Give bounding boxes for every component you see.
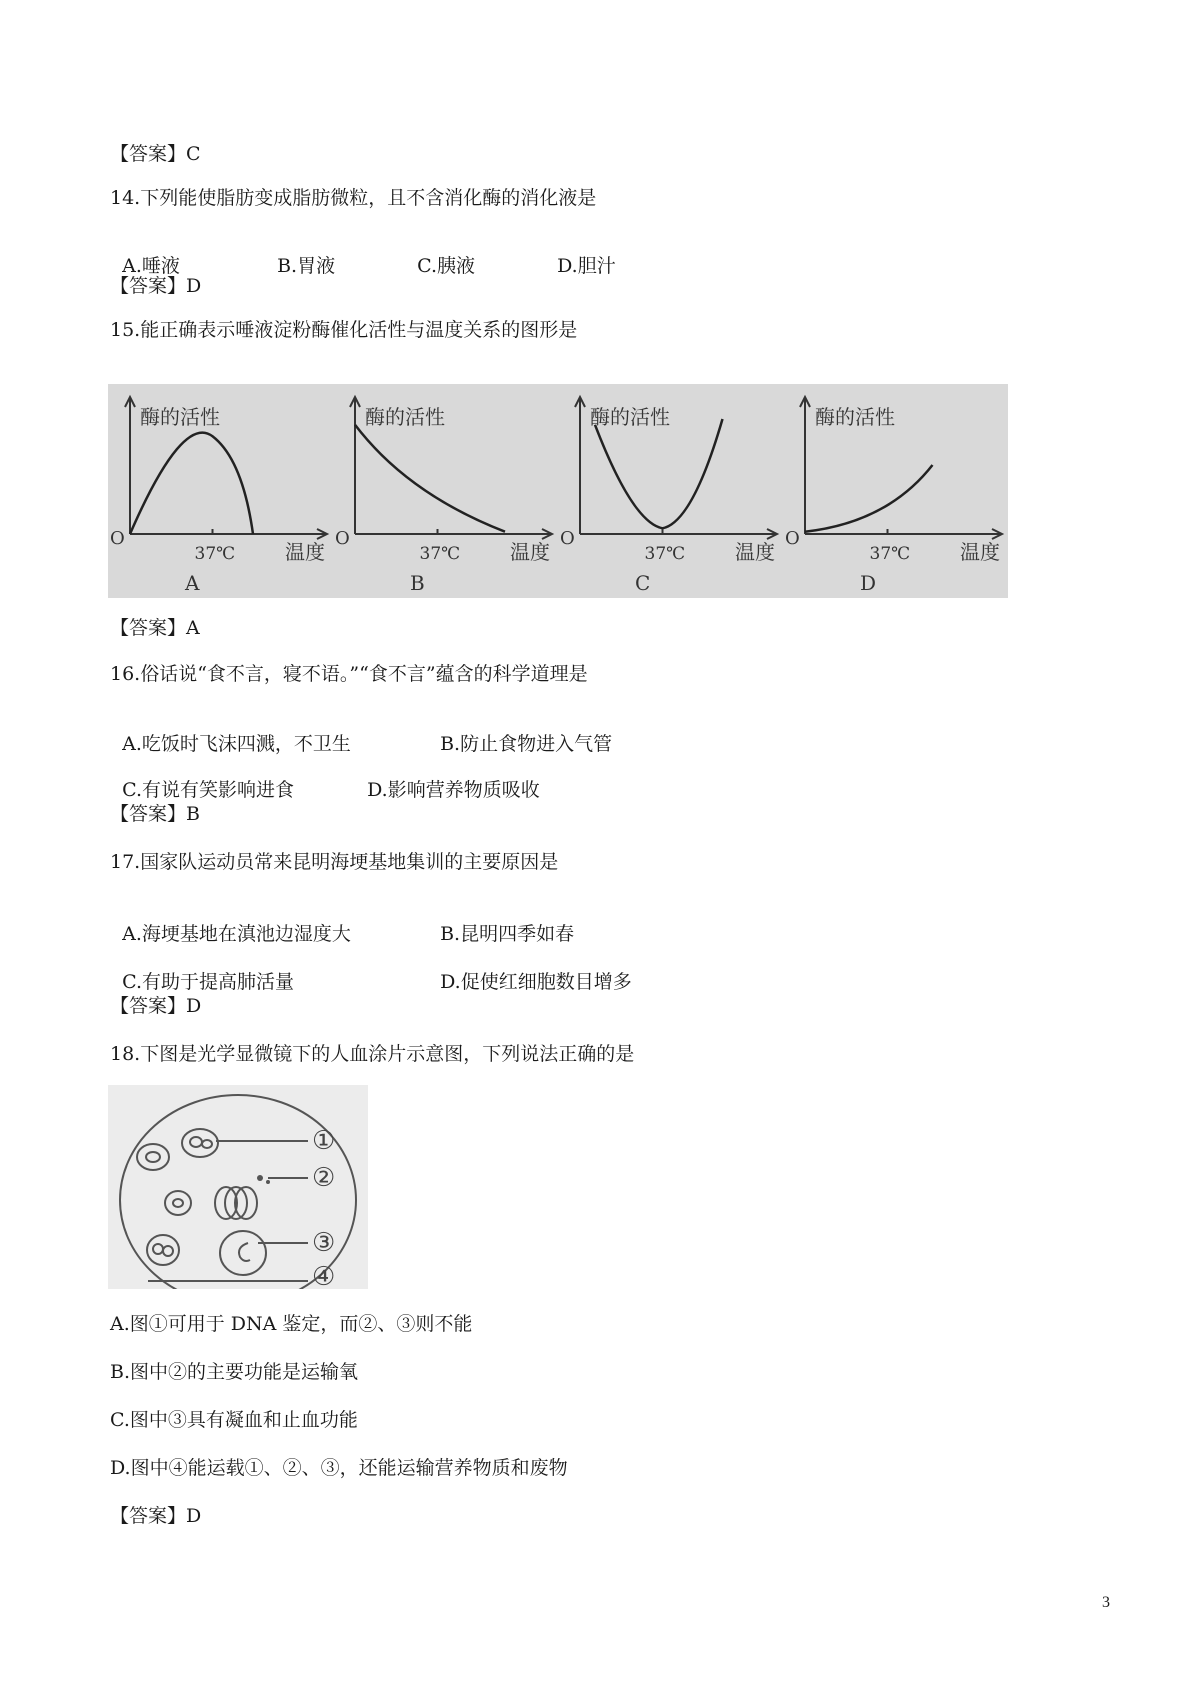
y-axis-label: 酶的活性 — [815, 405, 895, 429]
origin-label: O — [110, 528, 125, 549]
platelet — [257, 1175, 263, 1181]
option-d: D.影响营养物质吸收 — [367, 779, 540, 801]
panel-letter: C — [635, 571, 651, 595]
page-number: 3 — [1102, 1594, 1110, 1611]
question-17-stem: 17.国家队运动员常来昆明海埂基地集训的主要原因是 — [110, 851, 559, 873]
enzyme-activity-figure — [108, 384, 1008, 598]
question-18-option-c: C.图中③具有凝血和止血功能 — [110, 1409, 358, 1431]
tick-label: 37℃ — [869, 544, 911, 564]
tick-label: 37℃ — [194, 544, 236, 564]
origin-label: O — [560, 528, 575, 549]
option-b: B.昆明四季如春 — [440, 923, 575, 945]
question-16-options-row1 — [110, 708, 612, 756]
option-a: A.唾液 — [122, 255, 180, 277]
label-3: ③ — [312, 1228, 336, 1258]
question-18-option-d: D.图中④能运载①、②、③，还能运输营养物质和废物 — [110, 1457, 568, 1479]
option-d: D.促使红细胞数目增多 — [440, 971, 632, 993]
option-a: A.海埂基地在滇池边湿度大 — [122, 923, 351, 945]
answer-14: 【答案】D — [110, 275, 202, 297]
option-b: B.胃液 — [277, 255, 336, 277]
question-17-options-row1 — [110, 898, 574, 946]
label-2: ② — [312, 1163, 336, 1193]
platelet — [266, 1180, 270, 1184]
question-18-stem: 18.下图是光学显微镜下的人血涂片示意图，下列说法正确的是 — [110, 1043, 635, 1065]
origin-label: O — [335, 528, 350, 549]
option-b: B.防止食物进入气管 — [440, 733, 613, 755]
tick-label: 37℃ — [644, 544, 686, 564]
question-14-stem: 14.下列能使脂肪变成脂肪微粒，且不含消化酶的消化液是 — [110, 187, 597, 209]
answer-16: 【答案】B — [110, 803, 200, 825]
question-14-options — [110, 230, 616, 278]
option-c: C.有助于提高肺活量 — [122, 971, 294, 993]
origin-label: O — [785, 528, 800, 549]
answer-17: 【答案】D — [110, 995, 202, 1017]
answer-18: 【答案】D — [110, 1505, 202, 1527]
label-1: ① — [312, 1126, 336, 1156]
y-axis-label: 酶的活性 — [590, 405, 670, 429]
option-d: D.胆汁 — [557, 255, 616, 277]
question-18-option-a: A.图①可用于 DNA 鉴定，而②、③则不能 — [110, 1313, 473, 1335]
x-axis-label: 温度 — [735, 540, 775, 564]
answer-15: 【答案】A — [110, 617, 200, 639]
question-16-stem: 16.俗话说“食不言，寝不语。”“食不言”蕴含的科学道理是 — [110, 663, 588, 685]
panel-letter: A — [185, 571, 200, 595]
panel-letter: D — [860, 571, 877, 595]
option-a: A.吃饭时飞沫四溅，不卫生 — [122, 733, 351, 755]
tick-label: 37℃ — [419, 544, 461, 564]
option-c: C.胰液 — [417, 255, 475, 277]
x-axis-label: 温度 — [960, 540, 1000, 564]
panel-letter: B — [410, 571, 425, 595]
question-17-options-row2 — [110, 946, 632, 994]
option-c: C.有说有笑影响进食 — [122, 779, 294, 801]
x-axis-label: 温度 — [285, 540, 325, 564]
question-18-option-b: B.图中②的主要功能是运输氧 — [110, 1361, 359, 1383]
answer-13: 【答案】C — [110, 143, 201, 165]
question-16-options-row2 — [110, 754, 540, 802]
question-15-stem: 15.能正确表示唾液淀粉酶催化活性与温度关系的图形是 — [110, 319, 578, 341]
y-axis-label: 酶的活性 — [365, 405, 445, 429]
blood-smear-figure — [108, 1085, 368, 1289]
x-axis-label: 温度 — [510, 540, 550, 564]
y-axis-label: 酶的活性 — [140, 405, 220, 429]
label-4: ④ — [312, 1262, 336, 1289]
